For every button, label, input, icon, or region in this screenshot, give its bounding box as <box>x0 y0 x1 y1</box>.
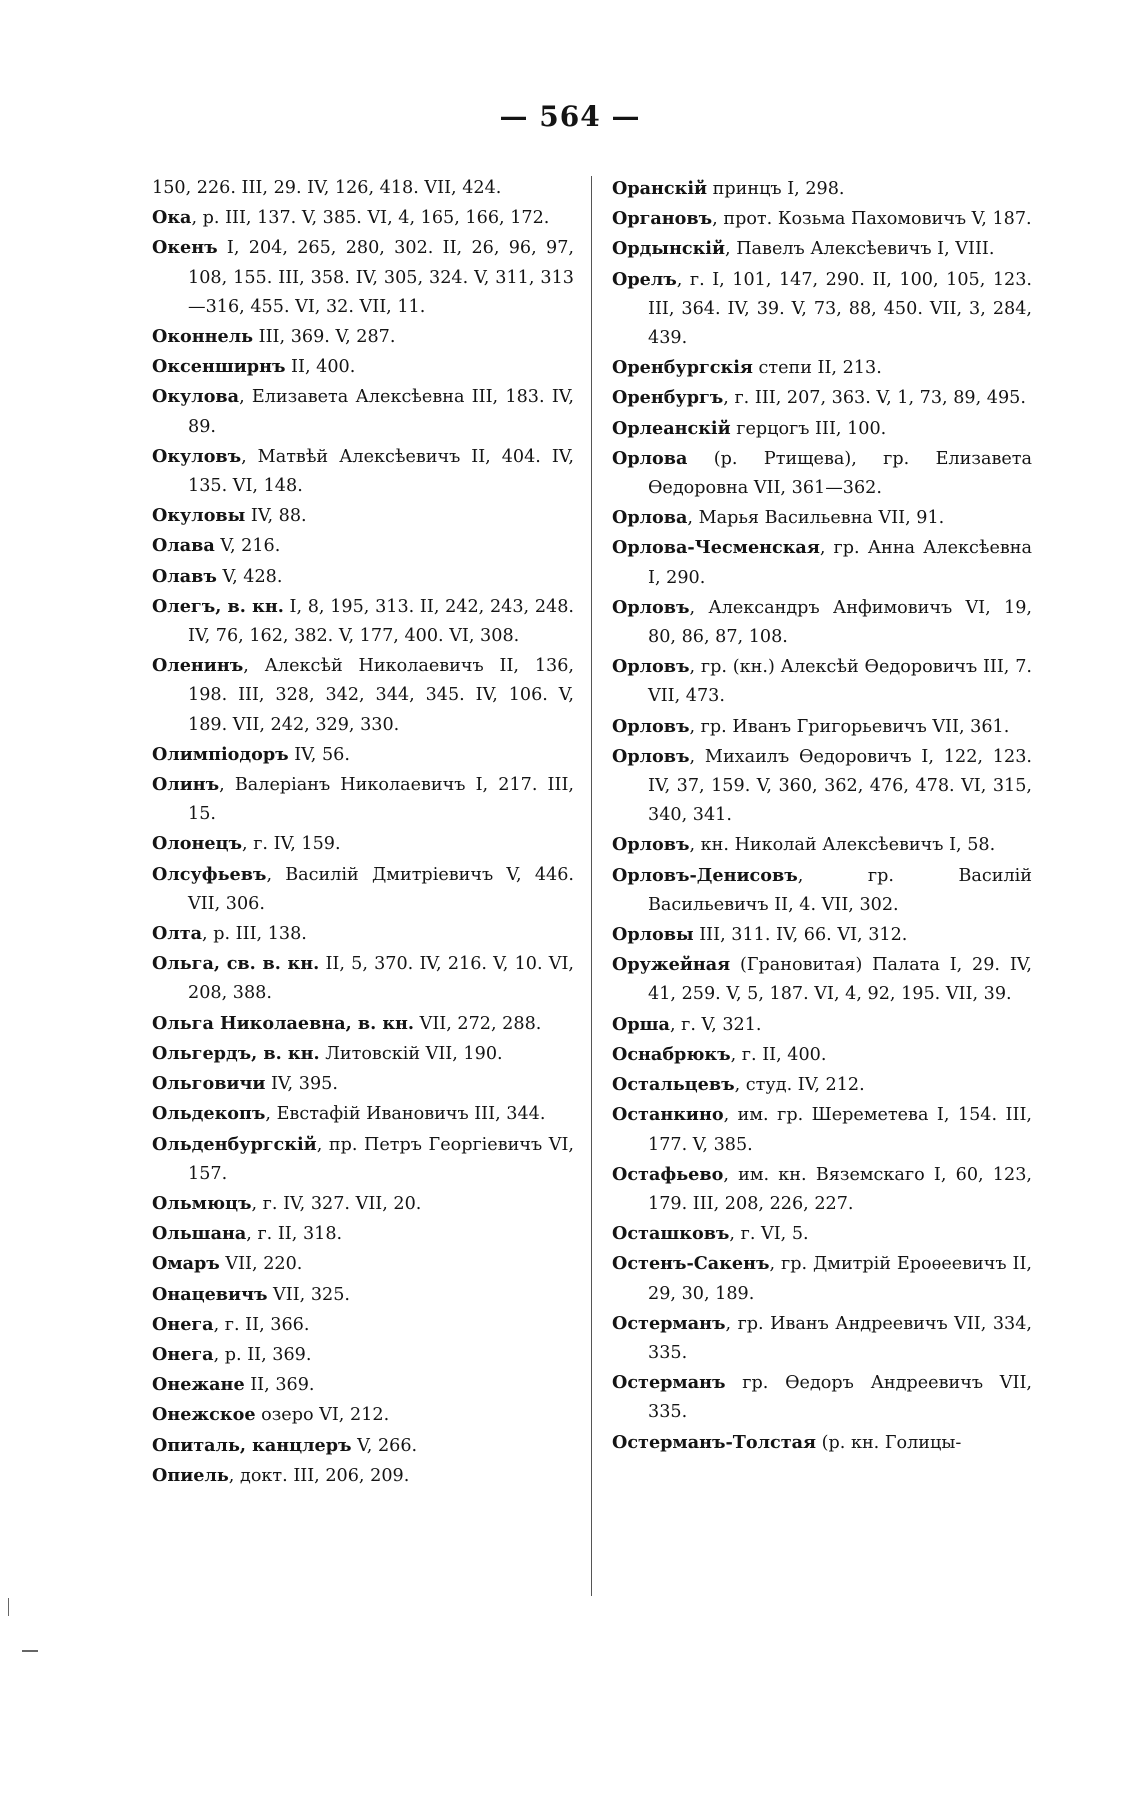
index-entry <box>152 1340 574 1370</box>
entry-references: , гр. Анна Алексѣевна I, 290. <box>648 538 1032 588</box>
index-entry <box>612 234 1032 264</box>
page-number: — 564 — <box>499 100 641 133</box>
index-entry <box>612 742 1032 831</box>
entry-references: , Алексѣй Николаевичъ II, 136, 198. III, 328, 342, 344, 345. IV, 106. V, 189. VII, 242, 329, 330. <box>188 656 574 735</box>
index-entry <box>152 1189 574 1219</box>
index-entry <box>612 353 1032 383</box>
entry-headword: Органовъ <box>612 208 713 230</box>
entry-references: 150, 226. III, 29. IV, 126, 418. VII, 424. <box>152 178 502 198</box>
entry-headword: Оренбургскія <box>612 357 753 379</box>
entry-headword: Опиель <box>152 1464 229 1486</box>
index-entry <box>612 1100 1032 1159</box>
entry-headword: Орловъ <box>612 745 690 767</box>
index-entry <box>152 1370 574 1400</box>
entry-headword: Оленинъ <box>152 655 244 677</box>
entry-references: , Марья Васильевна VII, 91. <box>687 508 945 529</box>
entry-headword: Олава <box>152 535 215 557</box>
entry-references: III, 369. V, 287. <box>253 327 396 348</box>
entry-references: гр. Ѳедоръ Андреевичъ VII, 335. <box>648 1373 1032 1423</box>
index-entry <box>152 1099 574 1129</box>
entry-references: IV, 88. <box>245 506 307 527</box>
entry-references: I, 8, 195, 313. II, 242, 243, 248. IV, 76, 162, 382. V, 177, 400. VI, 308. <box>188 596 574 647</box>
entry-headword: Ольгердъ, в. кн. <box>152 1042 320 1064</box>
index-entry <box>152 1461 574 1491</box>
entry-references: степи II, 213. <box>752 358 882 379</box>
entry-references: VII, 272, 288. <box>414 1013 542 1034</box>
entry-references: IV, 56. <box>288 744 350 765</box>
index-entry <box>612 1219 1032 1249</box>
entry-references: II, 369. <box>244 1375 315 1396</box>
entry-references: , гр. Иванъ Андреевичъ VII, 334, 335. <box>648 1313 1032 1363</box>
entry-headword: Орелъ <box>612 268 677 290</box>
entry-headword: Орша <box>612 1013 670 1035</box>
entry-references: , Александръ Анфимовичъ VI, 19, 80, 86, 87, 108. <box>648 597 1032 648</box>
scan-edge-mark <box>22 1650 38 1652</box>
entry-headword: Орловы <box>612 924 694 946</box>
entry-headword: Ольговичи <box>152 1073 266 1095</box>
entry-headword: Окулова <box>152 386 240 408</box>
entry-references: Литовскій VII, 190. <box>319 1043 503 1064</box>
entry-headword: Ольденбургскій <box>152 1133 317 1155</box>
index-entry <box>152 531 574 561</box>
index-entry <box>152 352 574 382</box>
index-entry <box>612 1428 1032 1458</box>
index-entry <box>152 1400 574 1430</box>
index-entry <box>152 592 574 651</box>
entry-references: IV, 395. <box>265 1074 338 1095</box>
entry-references: , прот. Козьма Пахомовичъ V, 187. <box>712 209 1032 230</box>
entry-headword: Орловъ <box>612 596 690 618</box>
index-entry <box>152 233 574 322</box>
index-entry <box>152 651 574 740</box>
index-entry <box>152 562 574 592</box>
index-entry <box>152 322 574 352</box>
entry-references: , Валеріанъ Николаевичъ I, 217. III, 15. <box>188 775 574 825</box>
index-entry <box>612 950 1032 1009</box>
entry-references: , пр. Петръ Георгіевичъ VI, 157. <box>188 1134 574 1184</box>
entry-headword: Окуловы <box>152 505 246 527</box>
index-entry <box>152 740 574 770</box>
entry-references: , Елизавета Алексѣевна III, 183. IV, 89. <box>188 387 574 437</box>
index-entry <box>612 1160 1032 1219</box>
entry-headword: Остерманъ-Толстая <box>612 1431 817 1453</box>
entry-headword: Онежское <box>152 1404 256 1426</box>
index-entry <box>612 533 1032 592</box>
entry-headword: Ольга, св. в. кн. <box>152 953 320 975</box>
entry-references: принцъ I, 298. <box>707 179 845 199</box>
entry-references: , им. кн. Вяземскаго I, 60, 123, 179. III, 208, 226, 227. <box>648 1164 1032 1214</box>
index-entry <box>612 414 1032 444</box>
index-entry <box>152 1039 574 1069</box>
index-entry <box>152 949 574 1008</box>
entry-headword: Орловъ <box>612 715 690 737</box>
entry-headword: Ока <box>152 207 192 229</box>
index-entry <box>612 1070 1032 1100</box>
index-entry <box>612 830 1032 860</box>
entry-headword: Орловъ-Денисовъ <box>612 864 798 886</box>
entry-references: V, 428. <box>216 566 283 587</box>
entry-references: V, 216. <box>214 536 281 557</box>
index-entry <box>152 860 574 919</box>
index-entry <box>152 1069 574 1099</box>
entry-headword: Олавъ <box>152 565 217 587</box>
index-entry <box>612 204 1032 234</box>
index-entry <box>152 770 574 829</box>
index-entry <box>152 1130 574 1189</box>
entry-references: (р. кн. Голицы- <box>816 1432 962 1453</box>
entry-references: , гр. Василій Васильевичъ II, 4. VII, 302. <box>648 865 1032 915</box>
entry-headword: Ольмюцъ <box>152 1192 252 1214</box>
entry-references: , р. II, 369. <box>213 1344 312 1365</box>
entry-references: , г. IV, 159. <box>242 834 341 855</box>
entry-headword: Оконнель <box>152 326 254 348</box>
entry-references: , г. V, 321. <box>669 1014 762 1035</box>
entry-headword: Останкино <box>612 1104 724 1126</box>
left-column <box>152 174 574 1491</box>
index-entry <box>152 829 574 859</box>
index-entry <box>612 444 1032 503</box>
entry-headword: Оснабрюкъ <box>612 1043 731 1065</box>
index-entry <box>152 442 574 501</box>
column-divider <box>591 176 592 1596</box>
entry-headword: Осташковъ <box>612 1223 730 1245</box>
entry-references: II, 400. <box>285 357 356 378</box>
index-entry <box>152 1009 574 1039</box>
entry-headword: Орлова <box>612 507 688 529</box>
entry-headword: Оренбургъ <box>612 387 724 409</box>
index-entry <box>612 503 1032 533</box>
entry-references: VII, 220. <box>219 1254 303 1275</box>
entry-headword: Орлова <box>612 447 688 469</box>
entry-headword: Орловъ <box>612 834 690 856</box>
entry-headword: Олегъ, в. кн. <box>152 595 284 617</box>
entry-references: VII, 325. <box>267 1284 351 1305</box>
entry-headword: Остерманъ <box>612 1372 726 1394</box>
entry-references: , гр. Дмитрій Ероѳеевичъ II, 29, 30, 189. <box>648 1254 1032 1304</box>
entry-headword: Орлова-Чесменская <box>612 537 820 559</box>
entry-references: , Павелъ Алексѣевичъ I, VIII. <box>725 239 995 260</box>
index-entry <box>152 919 574 949</box>
index-entry <box>612 265 1032 354</box>
entry-references: , докт. III, 206, 209. <box>228 1465 410 1486</box>
index-entry <box>612 1309 1032 1368</box>
entry-references: озеро VI, 212. <box>255 1405 390 1426</box>
index-entry <box>612 174 1032 204</box>
index-entry <box>152 501 574 531</box>
index-entry <box>612 652 1032 711</box>
entry-headword: Онацевичъ <box>152 1283 268 1305</box>
entry-references: герцогъ III, 100. <box>730 418 887 439</box>
index-entry <box>152 1249 574 1279</box>
entry-references: (Грановитая) Палата I, 29. IV, 41, 259. V, 5, 187. VI, 4, 92, 195. VII, 39. <box>648 955 1032 1005</box>
entry-references: , г. VI, 5. <box>729 1224 809 1245</box>
entry-references: , г. II, 318. <box>246 1224 343 1245</box>
entry-references: V, 266. <box>351 1435 418 1456</box>
entry-headword: Остерманъ <box>612 1312 726 1334</box>
entry-references: III, 311. IV, 66. VI, 312. <box>693 925 908 946</box>
index-entry <box>612 1249 1032 1308</box>
entry-headword: Остенъ-Сакенъ <box>612 1253 770 1275</box>
index-entry <box>152 382 574 441</box>
entry-references: , студ. IV, 212. <box>734 1075 865 1096</box>
entry-headword: Олсуфьевъ <box>152 863 267 885</box>
entry-headword: Орловъ <box>612 656 690 678</box>
entry-references: II, 5, 370. IV, 216. V, 10. VI, 208, 388. <box>188 954 574 1004</box>
entry-references: , Михаилъ Ѳедоровичъ I, 122, 123. IV, 37, 159. V, 360, 362, 476, 478. VI, 315, 340, 341. <box>648 746 1032 826</box>
entry-headword: Олта <box>152 923 203 945</box>
entry-headword: Олинъ <box>152 774 220 796</box>
entry-references: , Евстафій Ивановичъ III, 344. <box>265 1104 546 1125</box>
entry-headword: Онега <box>152 1343 214 1365</box>
entry-headword: Окуловъ <box>152 445 242 467</box>
entry-headword: Онежане <box>152 1374 245 1396</box>
index-entry <box>612 920 1032 950</box>
entry-references: , г. III, 207, 363. V, 1, 73, 89, 495. <box>723 388 1026 409</box>
index-entry <box>612 712 1032 742</box>
index-entry <box>612 1368 1032 1427</box>
entry-headword: Ольга Николаевна, в. кн. <box>152 1012 415 1034</box>
index-entry <box>612 1040 1032 1070</box>
entry-headword: Олонецъ <box>152 833 243 855</box>
index-entry <box>152 1431 574 1461</box>
entry-headword: Ольшана <box>152 1223 247 1245</box>
entry-references: , г. IV, 327. VII, 20. <box>251 1193 422 1214</box>
entry-headword: Орлеанскій <box>612 417 731 439</box>
entry-references: , гр. Иванъ Григорьевичъ VII, 361. <box>689 716 1010 737</box>
index-entry <box>612 861 1032 920</box>
entry-references: (р. Ртищева), гр. Елизавета Ѳедоровна VII, 361—362. <box>648 448 1032 499</box>
entry-headword: Онега <box>152 1313 214 1335</box>
entry-headword: Оранскій <box>612 178 708 199</box>
entry-references: , кн. Николай Алексѣевичъ I, 58. <box>689 835 996 856</box>
entry-headword: Окенъ <box>152 237 218 259</box>
index-entry <box>612 383 1032 413</box>
entry-references: , гр. (кн.) Алексѣй Ѳедоровичъ III, 7. VII, 473. <box>648 657 1032 707</box>
entry-headword: Остальцевъ <box>612 1074 735 1096</box>
index-entry <box>152 1280 574 1310</box>
entry-references: , р. III, 137. V, 385. VI, 4, 165, 166, 172. <box>191 208 550 229</box>
entry-references: , Василій Дмитріевичъ V, 446. VII, 306. <box>188 864 574 914</box>
entry-references: , р. III, 138. <box>202 924 307 945</box>
entry-headword: Оружейная <box>612 954 731 976</box>
entry-headword: Ордынскій <box>612 238 726 260</box>
index-entry <box>612 1010 1032 1040</box>
index-entry <box>152 1219 574 1249</box>
right-column <box>612 174 1032 1458</box>
entry-references: , Матвѣй Алексѣевичъ II, 404. IV, 135. VI, 148. <box>188 446 574 497</box>
entry-references: , г. I, 101, 147, 290. II, 100, 105, 123. III, 364. IV, 39. V, 73, 88, 450. VII, 3, 284, 439. <box>648 269 1032 349</box>
entry-references: , г. II, 400. <box>730 1044 827 1065</box>
entry-references: , им. гр. Шереметева I, 154. III, 177. V, 385. <box>648 1105 1032 1155</box>
scan-edge-mark <box>8 1598 9 1616</box>
index-entry <box>152 174 574 203</box>
entry-headword: Олимпіодоръ <box>152 743 289 765</box>
index-entry <box>152 203 574 233</box>
entry-references: I, 204, 265, 280, 302. II, 26, 96, 97, 108, 155. III, 358. IV, 305, 324. V, 311, 313—316, 455. VI, 32. VII, 11. <box>188 238 574 317</box>
entry-headword: Ольдекопъ <box>152 1103 266 1125</box>
entry-headword: Омаръ <box>152 1253 220 1275</box>
entry-headword: Остафьево <box>612 1163 724 1185</box>
entry-headword: Оксенширнъ <box>152 356 286 378</box>
entry-headword: Опиталь, канцлеръ <box>152 1434 352 1456</box>
index-entry <box>612 593 1032 652</box>
entry-references: , г. II, 366. <box>213 1314 310 1335</box>
index-entry <box>152 1310 574 1340</box>
